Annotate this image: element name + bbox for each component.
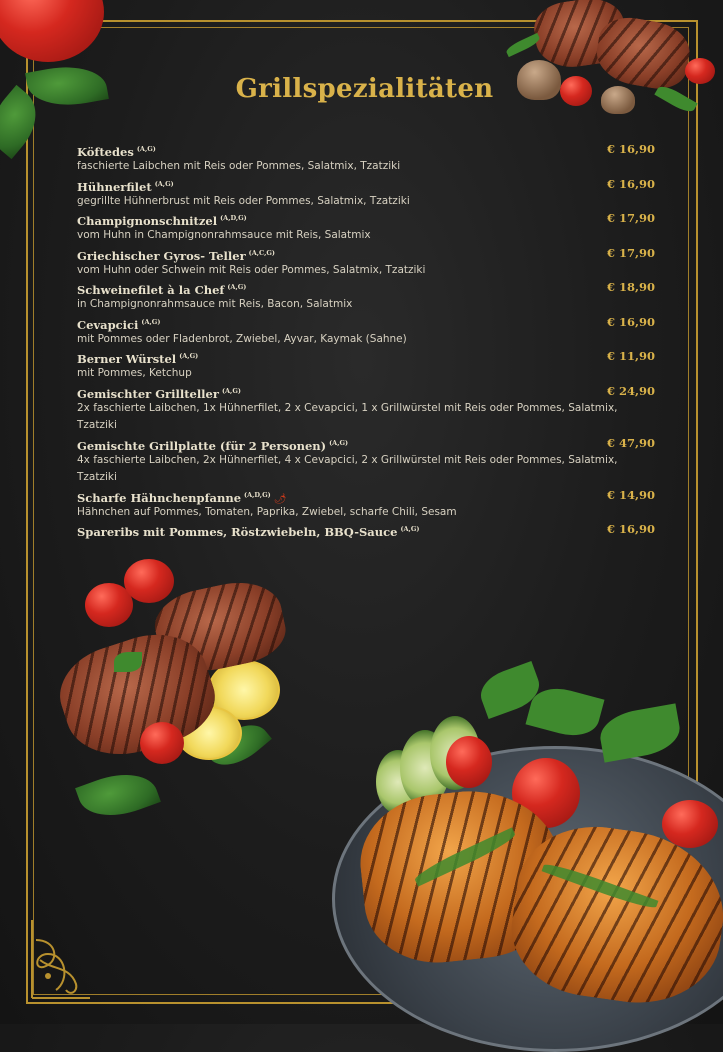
item-allergens: (A,G) xyxy=(329,438,349,447)
item-price: € 11,90 xyxy=(606,349,655,363)
item-price: € 18,90 xyxy=(606,280,655,294)
menu-item xyxy=(77,383,655,435)
item-description: vom Huhn oder Schwein mit Reis oder Pommes, Salatmix, Tzatziki xyxy=(77,263,426,276)
item-price: € 17,90 xyxy=(606,245,655,260)
item-name: Hühnerfilet xyxy=(77,179,152,194)
item-description: mit Pommes, Ketchup xyxy=(77,367,192,379)
menu-list xyxy=(77,141,655,538)
item-description: mit Pommes oder Fladenbrot, Zwiebel, Ayvar, Kaymak (Sahne) xyxy=(77,332,407,345)
menu-item xyxy=(77,521,655,538)
item-description: gegrillte Hühnerbrust mit Reis oder Pommes, Salatmix, Tzatziki xyxy=(77,194,410,207)
item-name: Champignonschnitzel xyxy=(77,214,218,228)
item-price: € 16,90 xyxy=(606,522,655,536)
menu-item xyxy=(77,487,655,522)
menu-item xyxy=(77,314,655,349)
menu-item xyxy=(77,348,655,383)
item-description: Hähnchen auf Pommes, Tomaten, Paprika, Zwiebel, scharfe Chili, Sesam xyxy=(77,505,457,518)
item-description: 2x faschierte Laibchen, 1x Hühnerfilet, 2 x Cevapcici, 1 x Grillwürstel mit Reis oder Pommes, Salatmix, Tzatziki xyxy=(77,401,618,431)
item-name: Spareribs mit Pommes, Röstzwiebeln, BBQ-Sauce xyxy=(77,525,398,539)
item-price: € 16,90 xyxy=(606,176,655,191)
item-price: € 16,90 xyxy=(606,142,655,156)
grilled-steak-image xyxy=(58,556,288,836)
item-name: Scharfe Hähnchenpfanne xyxy=(77,490,242,505)
item-name: Köftedes xyxy=(77,145,134,159)
menu-item xyxy=(77,176,655,211)
menu-item xyxy=(77,210,655,245)
menu-item xyxy=(77,435,655,487)
item-allergens: (A,C,G) xyxy=(248,248,276,257)
menu-item xyxy=(77,245,655,280)
item-description: 4x faschierte Laibchen, 2x Hühnerfilet, 4 x Cevapcici, 2 x Grillwürstel mit Reis oder Pommes, Salatmix, Tzatziki xyxy=(77,453,618,483)
item-name: Berner Würstel xyxy=(77,352,177,366)
item-allergens: (A,G) xyxy=(227,283,247,291)
gold-ornament xyxy=(26,900,96,1000)
item-price: € 24,90 xyxy=(606,383,655,398)
item-name: Cevapcici xyxy=(77,317,139,332)
grilled-meat-platter-image xyxy=(505,0,723,130)
chili-icon: 🌶 xyxy=(273,493,287,505)
menu-item xyxy=(77,141,655,176)
item-price: € 47,90 xyxy=(606,435,655,450)
item-price: € 14,90 xyxy=(606,487,655,502)
menu-item xyxy=(77,279,655,314)
item-name: Gemischte Grillplatte (für 2 Personen) xyxy=(77,438,327,453)
item-allergens: (A,G) xyxy=(221,386,241,395)
item-allergens: (A,G) xyxy=(179,352,199,360)
item-name: Gemischter Grillteller xyxy=(77,386,219,401)
item-allergens: (A,G) xyxy=(154,179,174,188)
item-description: in Champignonrahmsauce mit Reis, Bacon, Salatmix xyxy=(77,298,353,310)
item-description: faschierte Laibchen mit Reis oder Pommes, Salatmix, Tzatziki xyxy=(77,160,401,172)
item-allergens: (A,D,G) xyxy=(220,214,247,222)
item-name: Schweinefilet à la Chef xyxy=(77,283,225,297)
item-description: vom Huhn in Champignonrahmsauce mit Reis, Salatmix xyxy=(77,229,371,241)
item-allergens: (A,G) xyxy=(136,145,156,153)
item-allergens: (A,G) xyxy=(400,525,420,533)
item-price: € 17,90 xyxy=(606,211,655,225)
item-price: € 16,90 xyxy=(606,314,655,329)
page-title: Grillspezialitäten xyxy=(235,74,494,104)
item-allergens: (A,G) xyxy=(141,317,161,326)
item-allergens: (A,D,G) xyxy=(244,490,271,499)
item-name: Griechischer Gyros- Teller xyxy=(77,248,246,263)
